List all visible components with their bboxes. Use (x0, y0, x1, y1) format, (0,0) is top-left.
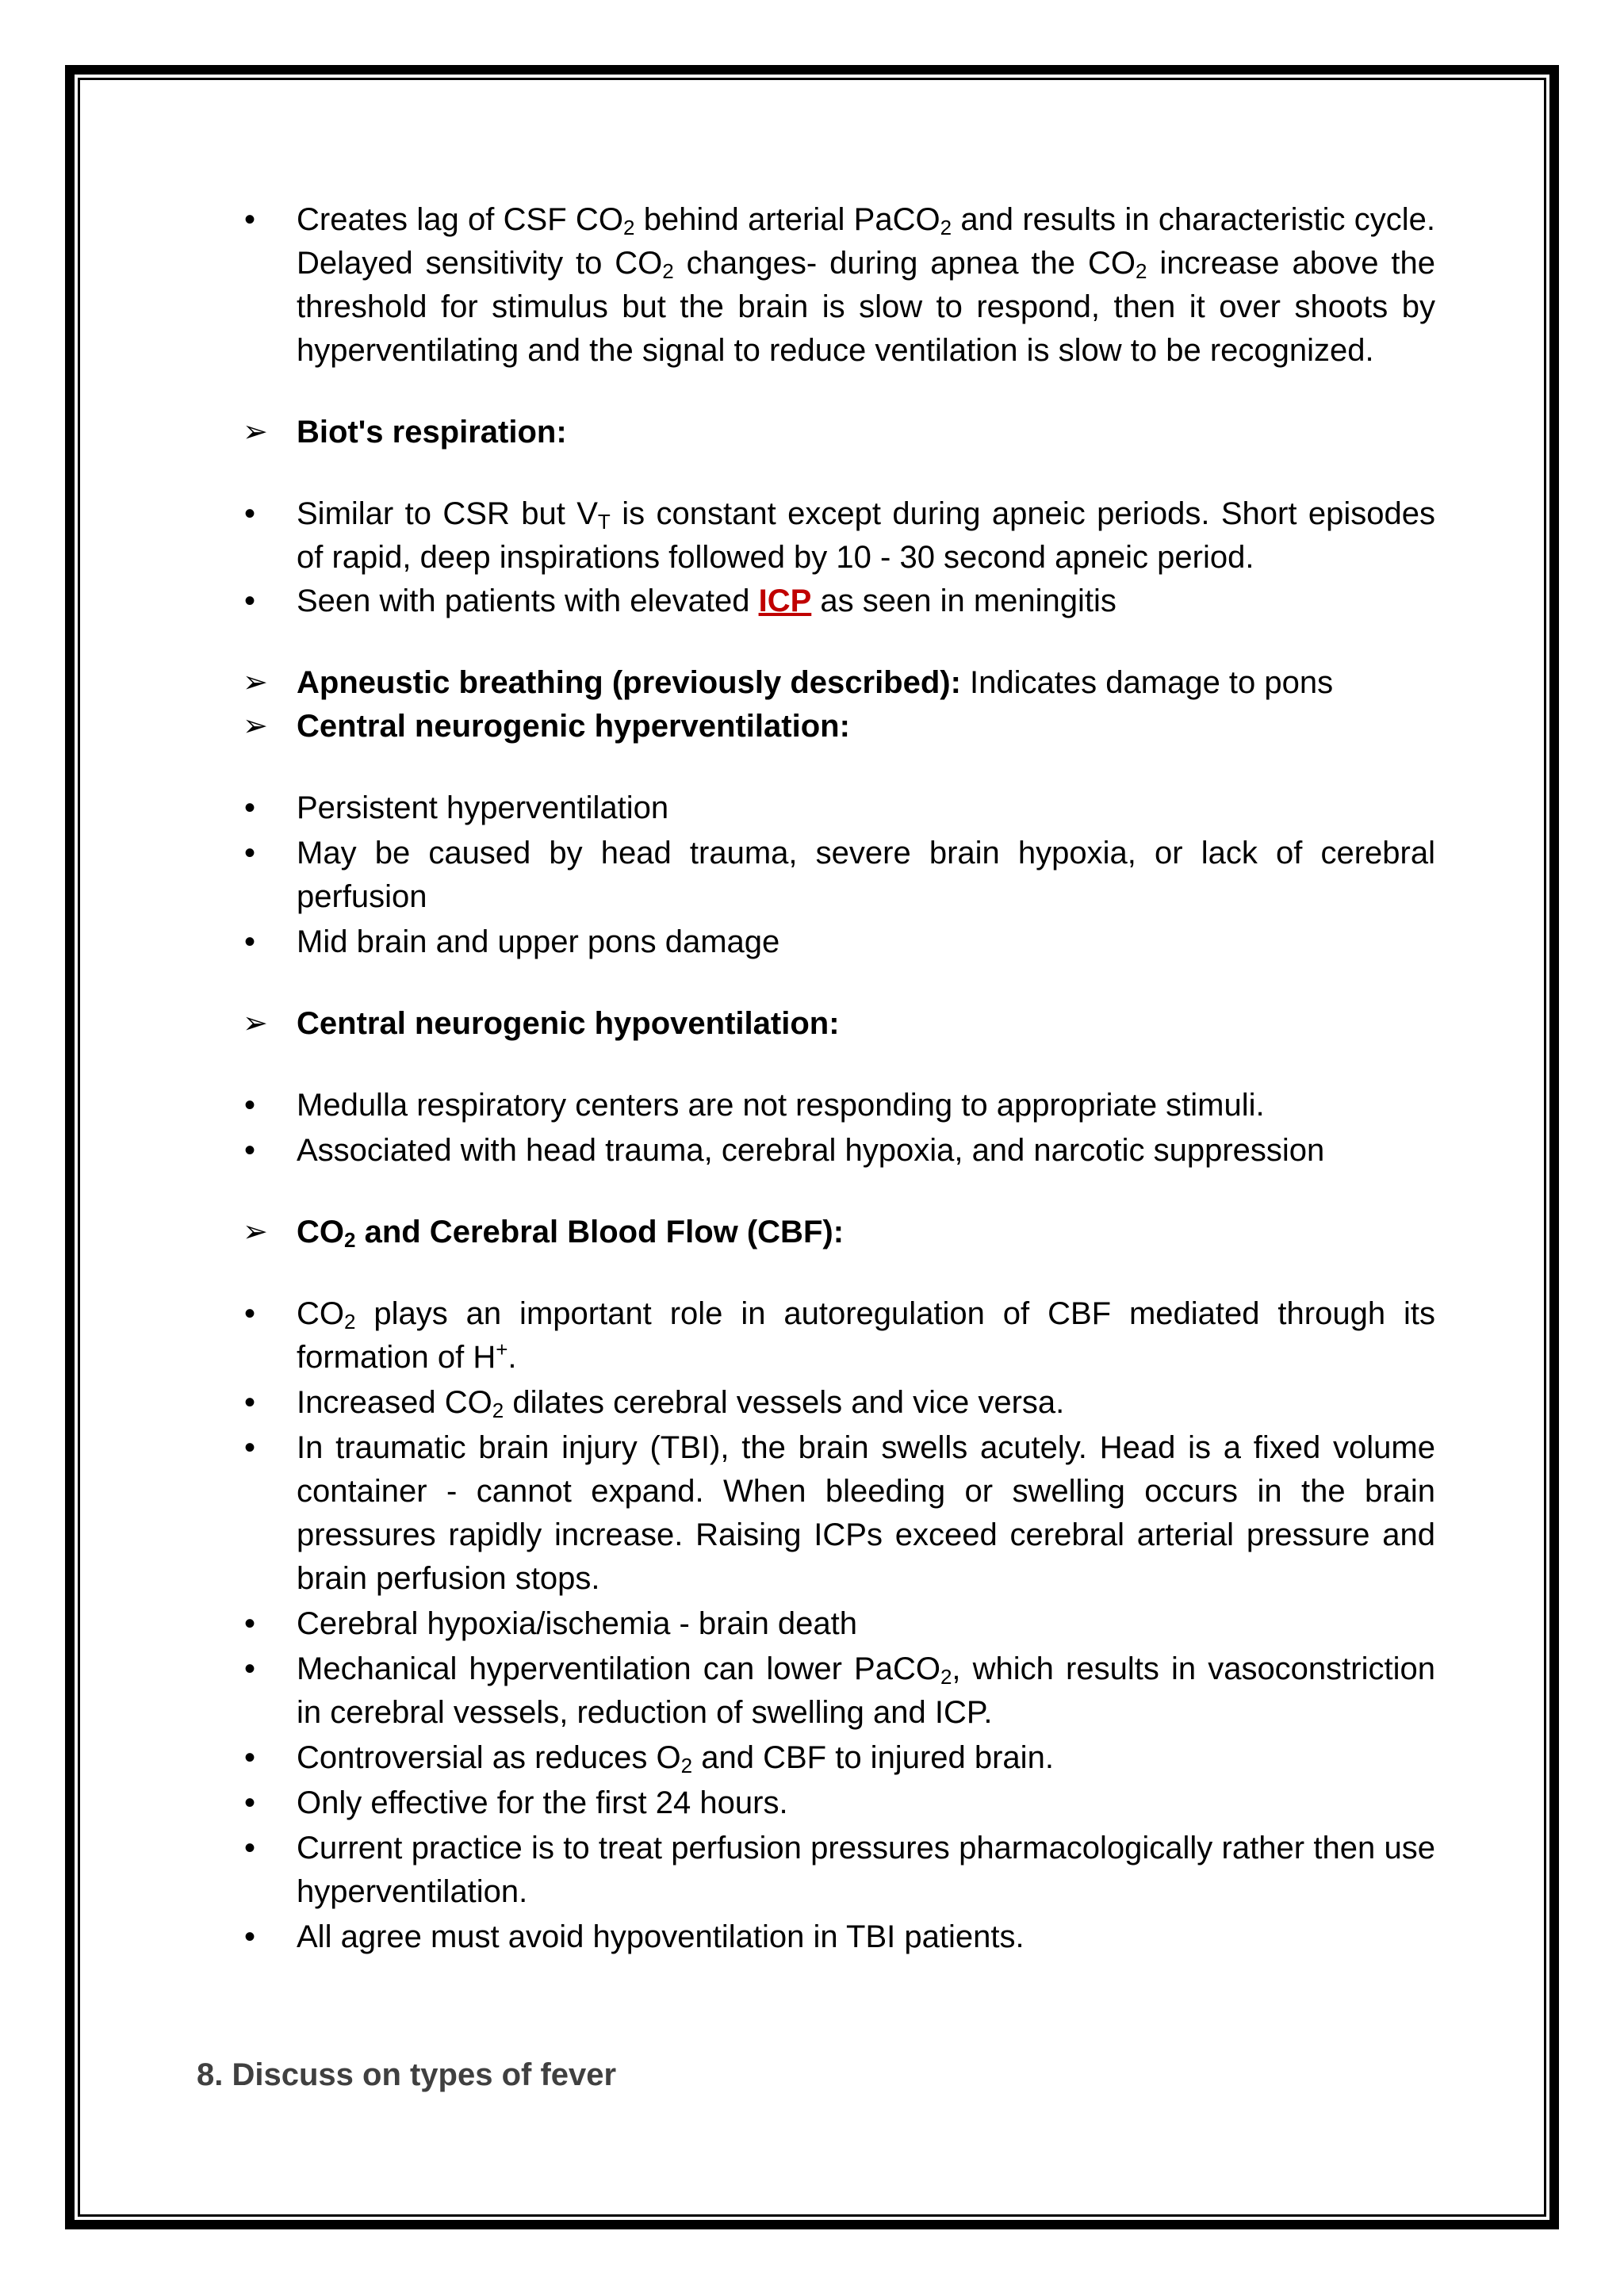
bullet-icon: • (244, 496, 256, 531)
bullet-icon: • (244, 1430, 256, 1465)
bullet-icon: • (244, 1296, 256, 1331)
arrow-bullet-icon: ➢ (243, 666, 268, 699)
cnhypo-heading-list (243, 1002, 1435, 1046)
cnhypo-list (246, 1084, 1435, 1173)
cbf-heading: ➢ $CO_2$ and Cerebral Blood Flow (CBF): (246, 1211, 1435, 1254)
apneustic-heading: ➢ Apneustic breathing (previously described): Indicates damage to pons (246, 661, 1435, 705)
biot-heading: ➢ Biot's respiration: (246, 411, 1435, 454)
list-item: • Mechanical hyperventilation can lower PaCO$_2$, which results in vasoconstriction in cerebral vessels, reduction of swelling and ICP. (246, 1647, 1435, 1735)
bullet-icon: • (244, 1785, 256, 1820)
icp-link[interactable]: ICP (758, 584, 812, 618)
cnh-list (246, 786, 1435, 964)
list-item: • May be caused by head trauma, severe brain hypoxia, or lack of cerebral perfusion (246, 832, 1435, 919)
arrow-bullet-icon: ➢ (243, 710, 268, 743)
csr-list (246, 198, 1435, 373)
biot-list (246, 492, 1435, 623)
list-item: • Similar to CSR but $V_T$ is constant except during apneic periods. Short episodes of rapid, deep inspirations followed by 10 - 30 second apneic period. (246, 492, 1435, 580)
cbf-list (246, 1292, 1435, 1959)
list-item: • Medulla respiratory centers are not responding to appropriate stimuli. (246, 1084, 1435, 1127)
biot-heading-list (243, 411, 1435, 454)
list-item: • Current practice is to treat perfusion pressures pharmacologically rather then use hyperventilation. (246, 1827, 1435, 1914)
bullet-icon: • (244, 1651, 256, 1686)
list-item: • Associated with head trauma, cerebral hypoxia, and narcotic suppression (246, 1129, 1435, 1173)
arrow-bullet-icon: ➢ (243, 415, 268, 449)
list-item: • Mid brain and upper pons damage (246, 920, 1435, 964)
bullet-icon: • (244, 1831, 256, 1866)
list-item: • Increased $CO_2$ dilates cerebral vessels and vice versa. (246, 1381, 1435, 1425)
cbf-heading-list (243, 1211, 1435, 1254)
bullet-icon: • (244, 202, 256, 237)
list-item: • In traumatic brain injury (TBI), the brain swells acutely. Head is a fixed volume container - cannot expand. When bleeding or swelling occurs in the brain pressures rapidly increase. Raising ICPs exceed cerebral arterial pressure and brain perfusion stops. (246, 1426, 1435, 1601)
list-item: • Creates lag of CSF $CO_2$ behind arterial PaCO$_2$ and results in characteristic cycle. Delayed sensitivity to $CO_2$ changes- during apnea the $CO_2$ increase above the threshold for stimulus but the brain is slow to respond, then it over shoots by hyperventilating and the signal to reduce ventilation is slow to be recognized. (246, 198, 1435, 373)
arrow-bullet-icon: ➢ (243, 1215, 268, 1249)
bullet-icon: • (244, 584, 256, 618)
list-item: • Only effective for the first 24 hours. (246, 1781, 1435, 1825)
apneustic-heading-list (243, 661, 1435, 748)
section-title: 8. Discuss on types of fever (197, 2057, 617, 2092)
arrow-bullet-icon: ➢ (243, 1007, 268, 1040)
bullet-icon: • (244, 790, 256, 825)
cnh-heading: ➢ Central neurogenic hyperventilation: (246, 705, 1435, 748)
list-item: • Seen with patients with elevated ICP as seen in meningitis (246, 580, 1435, 623)
bullet-icon: • (244, 1606, 256, 1641)
cnhypo-heading: ➢ Central neurogenic hypoventilation: (246, 1002, 1435, 1046)
list-item: • All agree must avoid hypoventilation in TBI patients. (246, 1915, 1435, 1959)
list-item: • Controversial as reduces $O_2$ and CBF to injured brain. (246, 1736, 1435, 1780)
list-item: • Persistent hyperventilation (246, 786, 1435, 830)
bullet-icon: • (244, 1919, 256, 1954)
bullet-icon: • (244, 1740, 256, 1775)
bullet-icon: • (244, 924, 256, 959)
bullet-icon: • (244, 1088, 256, 1123)
list-item: • $CO_2$ plays an important role in autoregulation of CBF mediated through its formation of H+. (246, 1292, 1435, 1380)
document-body (243, 198, 1435, 1959)
bullet-icon: • (244, 836, 256, 871)
bullet-icon: • (244, 1385, 256, 1420)
list-item: • Cerebral hypoxia/ischemia - brain death (246, 1602, 1435, 1646)
bullet-icon: • (244, 1133, 256, 1168)
